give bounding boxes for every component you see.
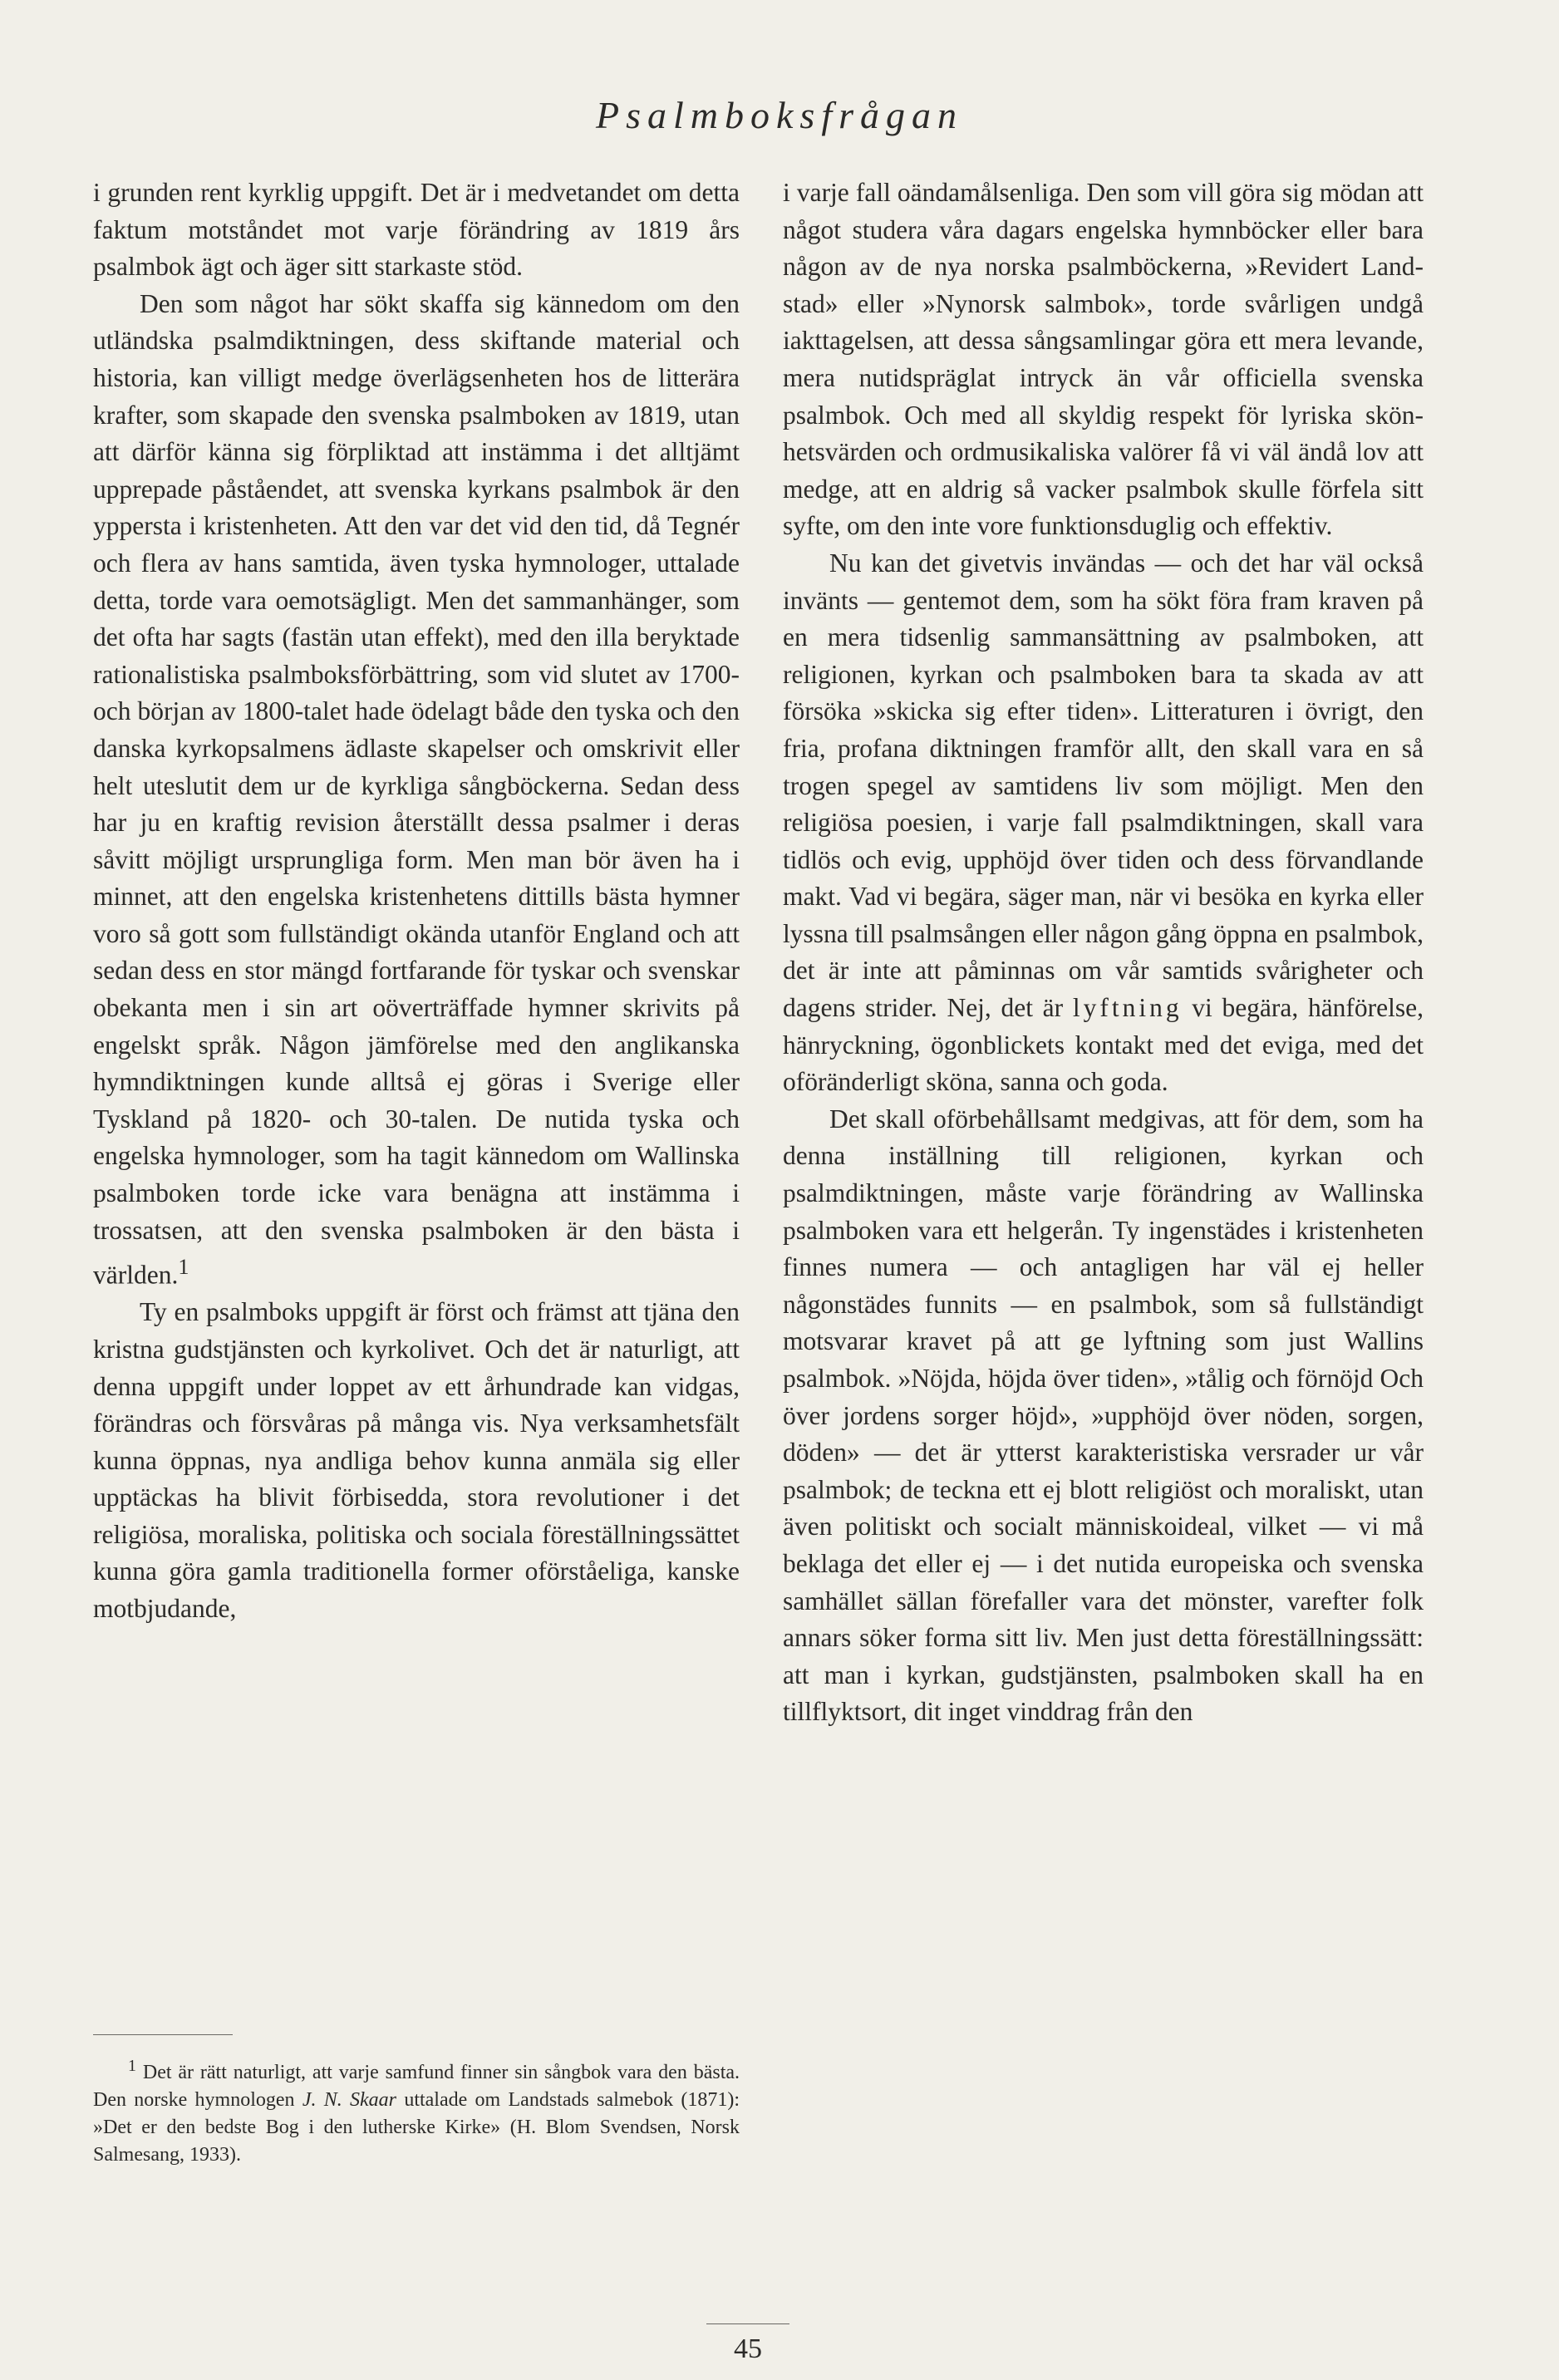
footnote-text: Det är rätt naturligt, att varje samfund finner sin sångbok vara den bästa. Den norske hymnologen [93, 2062, 740, 2111]
footnote-text: uttalade om Landstads salmebok (1871): »Det er den bedste Bog i den lutherske Kirke» (H. Blom Svendsen, Norsk Salmesang, 1933). [93, 2089, 740, 2166]
paragraph: Ty en psalmboks uppgift är först och främst att tjäna den kristna gudstjänsten och kyrkolivet. Och det är naturligt, att denna uppgift under loppet av ett århundrade kan vidgas, förändras och försvåras på många vis. Nya verksamhetsfält kunna öppnas, nya andliga behov kunna anmäla sig eller upptäckas ha blivit förbisedda, stora revolutioner i det religiösa, moraliska, politiska och sociala föreställningssättet kunna göra gamla traditionella former oförståeliga, kanske motbjudande, [93, 1297, 740, 1624]
page-number: 45 [734, 2333, 762, 2364]
paragraph [783, 545, 1424, 1101]
paragraph-text: vi begära, hänförelse, hänryckning, ögonblickets kontakt med det eviga, med det oföränderligt sköna, sanna och goda. [783, 993, 1424, 1097]
paragraph: Det skall oförbehållsamt medgivas, att för dem, som ha denna inställning till religionen, kyrkan och psalmdiktningen, måste varje förändring av Wallinska psalmboken vara ett helgerån. Ty ingenstädes i kristenheten finnes numera — och antagligen har väl ej heller någonstädes funnits — en psalmbok, som så fullständigt motsvarar kravet på att ge lyftning som just Wallins psalmbok. »Nöjda, höjda över tiden», »tålig och förnöjd Och över jordens sorger höjd», »upphöjd över nöden, sorgen, döden» — det är ytterst karakteristiska versrader ur vår psalmbok; de teckna ett ej blott religiöst och moraliskt, utan även politiskt och socialt människoideal, vilket — vi må beklaga det eller ej — i det nutida europeiska och svenska samhället sällan förefaller vara det mönster, varefter folk annars söker forma sitt liv. Men just detta föreställningssätt: att man i kyrkan, gudstjänsten, psalmboken skall ha en tillflyktsort, dit inget vinddrag från den [783, 1104, 1424, 1727]
paragraph-text: Den som något har sökt skaffa sig kännedom om den utländska psalmdiktningen, dess skiftande material och historia, kan villigt medge överlägsenheten hos de litterära krafter, som skapade den svenska psalmboken av 1819, utan att därför känna sig förpliktad att instämma i det alltjämt upprepade påståendet, att svenska kyrkans psalmbok är den yppersta i kristenheten. Att den var det vid den tid, då Tegnér och flera av hans samtida, även tyska hymnologer, uttalade detta, torde vara oemotsägligt. Men det sammanhänger, som det ofta har sagts (fastän utan effekt), med den illa beryktade rationalistiska psalmboksförbättring, som vid slutet av 1700- och början av 1800-talet hade ödelagt både den tyska och den danska kyrkopsalmens ädlaste skapelser och omskrivit eller helt uteslutit dem ur de kyrkliga sångböckerna. Sedan dess har ju en kraftig revision återställt dessa psalmer i deras såvitt möjligt ursprungliga form. Men man bör även ha i minnet, att den engelska kristenhetens dittills bästa hymner voro så gott som fullständigt okända utanför England och att sedan dess en stor mängd fortfarande för tyskar och svenskar obekanta men i sin art oöverträffade hymner skrivits på engelskt språk. Någon jämförelse med den anglikanska hymndiktningen kunde alltså ej göras i Sverige eller Tyskland på 1820- och 30-talen. De nutida tyska och engelska hymnologer, som ha tagit kännedom om Wallinska psalmboken torde icke vara benägna att instämma i trossatsen, att den svenska psalmboken är den bästa i världen. [93, 288, 740, 1290]
paragraph-text: Nu kan det givetvis invändas — och det har väl också invänts — gentemot dem, som ha sökt föra fram kraven på en mera tidsenlig sammansättning av psalmboken, att religionen, kyrkan och psalmboken bara ta skada av att försöka »skicka sig efter tiden». Litteraturen i övrigt, den fria, profana diktningen framför allt, den skall vara en så trogen spegel av samtidens liv som möjligt. Men den religiösa poesien, i varje fall psalmdiktningen, skall vara tidlös och evig, upphöjd över tiden och dess förvandlande makt. Vad vi begära, säger man, när vi besöka en kyrka eller lyssna till psalmsången eller någon gång öppna en psalmbok, det är inte att påminnas om vår samtids svårigheter och dagens strider. Nej, det är [783, 548, 1424, 1023]
page-number-divider [706, 2323, 789, 2324]
footnote-reference: 1 [178, 1255, 189, 1280]
left-column [93, 175, 740, 1628]
footnote-divider [93, 2034, 233, 2035]
paragraph [93, 286, 740, 1295]
footnote [93, 2053, 740, 2169]
paragraph: i grunden rent kyrklig uppgift. Det är i medvetandet om detta faktum motståndet mot varje förändring av 1819 års psalmbok ägt och äger sitt starkaste stöd. [93, 178, 740, 282]
footnote-marker: 1 [128, 2057, 136, 2075]
running-title: Psalmboksfrågan [596, 94, 963, 136]
right-column [783, 175, 1424, 1731]
paragraph: i varje fall oändamålsenliga. Den som vill göra sig mödan att något studera våra dagars engelska hymnböcker eller bara någon av de nya norska psalmböckerna, »Revidert Landstad» eller »Nynorsk salmbok», torde svårligen undgå iakttagelsen, att dessa sångsamlingar göra ett mera levande, mera nutidspräglat intryck än vår officiella svenska psalmbok. Och med all skyldig respekt för lyriska skönhetsvärden och ordmusikaliska valörer få vi väl ändå lov att medge, att en aldrig så vacker psalmbok skulle förfela sitt syfte, om den inte vore funktionsduglig och effektiv. [783, 178, 1424, 541]
footnote-author: J. N. Skaar [302, 2089, 397, 2111]
emphasized-word: lyftning [1072, 993, 1183, 1023]
